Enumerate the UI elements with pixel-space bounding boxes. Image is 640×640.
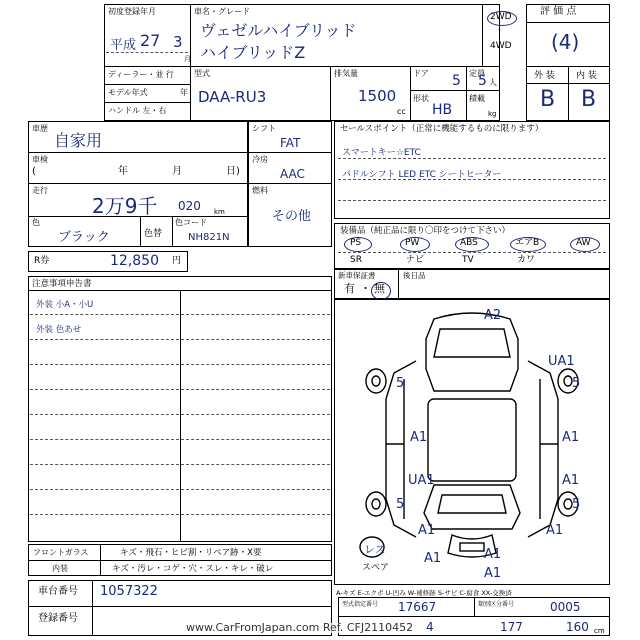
- interior-cond-label: 内装: [52, 564, 68, 573]
- divider: [30, 489, 330, 490]
- car-name: ヴェゼルハイブリッド: [200, 21, 357, 40]
- ac-label: 冷房: [252, 155, 268, 164]
- insp-year-unit: 年: [118, 166, 128, 177]
- displacement-label: 排気量: [334, 69, 358, 78]
- mileage-sub: 020: [178, 199, 201, 213]
- insp-month-unit: 月: [172, 166, 182, 177]
- interior-grade: B: [581, 87, 597, 112]
- sales-points-label: セールスポイント（正常に機能するものに限ります）: [340, 124, 544, 134]
- divider: [30, 464, 330, 465]
- sales-point-line1: スマートキー☆ETC: [342, 148, 421, 158]
- divider: [398, 269, 399, 299]
- color-value: ブラック: [58, 230, 110, 245]
- equip-airbag: エアB: [515, 238, 540, 248]
- divider: [338, 616, 610, 617]
- ac-value: AAC: [280, 167, 305, 181]
- divider: [482, 4, 483, 66]
- divider: [30, 314, 330, 315]
- damage-label: A1: [410, 430, 428, 445]
- divider: [140, 216, 141, 247]
- equip-pw: PW: [405, 238, 420, 248]
- type-value: DAA-RU3: [198, 88, 267, 106]
- sales-point-line2: パドルシフト LED ETC シートヒーター: [342, 170, 502, 180]
- month-unit: 月: [184, 55, 191, 63]
- recycle-value: 12,850: [110, 253, 159, 269]
- divider: [338, 200, 606, 201]
- notes-line2: 外装 色あせ: [36, 325, 82, 335]
- divider: [104, 84, 190, 85]
- handle-label: ハンドル 左・右: [108, 106, 167, 115]
- door-value: 5: [452, 73, 461, 89]
- drive-dot: ・: [495, 26, 505, 36]
- damage-legend: A-キズ E-エクボ U-凹み W-補修跡 S-サビ C-腐食 XX-交換済: [336, 589, 512, 597]
- damage-label: A1: [484, 566, 502, 581]
- front-glass-label: フロントガラス: [33, 548, 89, 557]
- warranty-label: 新車保証書: [338, 271, 376, 280]
- equip-abs: ABS: [460, 238, 478, 248]
- divider: [410, 66, 411, 121]
- capacity-unit: 人: [489, 78, 497, 87]
- damage-label: 5: [572, 497, 581, 512]
- exterior-label: 外 装: [534, 71, 555, 81]
- drive-2wd: 2WD: [490, 12, 512, 22]
- yen-unit: 円: [172, 256, 182, 266]
- recycle-section: [28, 251, 188, 272]
- divider: [28, 606, 332, 607]
- divider: [410, 90, 500, 91]
- divider: [474, 597, 475, 616]
- spare-mark: レス: [364, 543, 386, 556]
- car-name-label: 車名・グレード: [194, 7, 250, 16]
- warranty-no: 無: [374, 282, 385, 295]
- cc-unit: cc: [397, 107, 406, 116]
- type-code-label: 型式指定番号: [342, 601, 379, 608]
- damage-label: A1: [562, 430, 580, 445]
- divider: [190, 66, 191, 121]
- fuel-value: その他: [272, 209, 312, 224]
- class-code-label: 類別区分番号: [478, 601, 515, 608]
- fuel-label: 燃料: [252, 186, 268, 195]
- drive-4wd: 4WD: [490, 41, 512, 51]
- spare-label: スペア: [362, 563, 390, 573]
- divider: [100, 544, 101, 576]
- divider: [104, 66, 500, 67]
- divider: [30, 414, 330, 415]
- chassis-label: 車台番号: [38, 586, 78, 597]
- divider: [172, 216, 173, 247]
- damage-label: UA1: [548, 354, 575, 369]
- grade: ハイブリッドZ: [200, 43, 306, 62]
- cm-unit: cm: [594, 627, 605, 635]
- type-label: 型式: [194, 69, 210, 78]
- usage-label: 車歴: [32, 124, 48, 133]
- capacity-label: 定員: [469, 69, 485, 78]
- divider: [466, 66, 467, 121]
- after-items-label: 後日品: [403, 271, 426, 280]
- kg-unit: kg: [488, 110, 497, 118]
- equip-aw: AW: [576, 238, 591, 248]
- score-label: 評 価 点: [540, 6, 577, 17]
- damage-label: UA1: [408, 473, 435, 488]
- reg-label: 登録番号: [38, 613, 78, 624]
- mileage-label: 走行: [32, 186, 48, 195]
- interior-label: 内 装: [576, 71, 597, 81]
- recycle-label: R券: [34, 256, 50, 266]
- inspection-label: 車検: [32, 155, 48, 164]
- damage-label: 5: [396, 376, 405, 391]
- divider: [180, 290, 181, 542]
- shape-label: 形状: [413, 94, 429, 103]
- divider: [30, 339, 330, 340]
- exterior-grade: B: [540, 87, 556, 112]
- divider: [30, 389, 330, 390]
- divider: [28, 183, 248, 184]
- divider: [568, 66, 569, 121]
- notes-line1: 外装 小A・小U: [36, 300, 94, 310]
- capacity-value: 5: [478, 73, 487, 89]
- damage-label: A1: [418, 523, 436, 538]
- type-code-value: 17667: [398, 600, 437, 614]
- divider: [28, 152, 248, 153]
- divider: [92, 580, 93, 636]
- watermark: www.CarFromJapan.com Ref. CFJ2110452: [186, 621, 414, 634]
- insp-paren: (: [32, 166, 36, 177]
- equip-navi: ナビ: [406, 255, 425, 265]
- damage-label: A1: [562, 473, 580, 488]
- usage-value: 自家用: [54, 131, 103, 150]
- front-glass-value: キズ・飛石・ヒビ割・リペア跡・X要: [120, 548, 262, 558]
- warranty-dot: ・: [360, 282, 371, 295]
- score-value: (4): [551, 30, 580, 54]
- first-reg-month: 3: [173, 33, 183, 51]
- damage-label: A2: [484, 308, 502, 323]
- divider: [248, 183, 332, 184]
- displacement-value: 1500: [358, 87, 397, 105]
- mileage-value: 2万9千: [92, 194, 158, 218]
- load-label: 積載: [469, 94, 485, 103]
- damage-label: A1: [424, 551, 442, 566]
- shift-value: FAT: [280, 136, 301, 150]
- color-code-value: NH821N: [188, 232, 230, 243]
- damage-label: A1: [546, 523, 564, 538]
- divider: [248, 152, 332, 153]
- height-value: 160: [566, 620, 589, 634]
- equip-tv: TV: [462, 255, 474, 265]
- first-reg-era: 平成: [110, 38, 137, 53]
- damage-label: 5: [396, 497, 405, 512]
- damage-label: A1: [484, 547, 502, 562]
- chassis-value: 1057322: [100, 584, 158, 599]
- length-value: 4: [426, 620, 434, 634]
- divider: [28, 560, 332, 561]
- first-reg-year: 27: [140, 31, 161, 50]
- year-unit: 年: [180, 88, 188, 97]
- divider: [30, 439, 330, 440]
- divider: [30, 514, 330, 515]
- width-value: 177: [500, 620, 523, 634]
- divider: [338, 158, 606, 159]
- equip-sr: SR: [350, 255, 362, 265]
- color-change-label: 色替: [144, 229, 163, 239]
- shape-value: HB: [432, 102, 453, 118]
- equipment-label: 装備品（純正品に限り〇印をつけて下さい）: [340, 226, 511, 236]
- divider: [330, 66, 331, 121]
- equip-leather: カワ: [517, 255, 536, 265]
- warranty-yes: 有: [344, 282, 355, 295]
- first-reg-label: 初度登録年月: [108, 7, 156, 16]
- divider: [104, 102, 190, 103]
- insp-day-unit: 日): [226, 166, 240, 177]
- color-code-label: 色コード: [175, 218, 207, 227]
- divider: [30, 364, 330, 365]
- notes-label: 注意事項申告書: [32, 279, 92, 289]
- damage-label: 5: [572, 376, 581, 391]
- divider: [526, 22, 610, 23]
- model-year-label: モデル年式: [108, 88, 148, 97]
- dealer-label: ディーラー・並 行: [108, 70, 174, 79]
- km-unit: km: [214, 208, 225, 216]
- interior-cond-value: キズ・汚レ・コゲ・穴・スレ・キレ・破レ: [112, 564, 274, 574]
- class-code-value: 0005: [550, 600, 581, 614]
- door-label: ドア: [413, 69, 429, 78]
- divider: [338, 252, 606, 253]
- equip-ps: PS: [350, 238, 362, 248]
- shift-label: シフト: [252, 124, 276, 133]
- color-label: 色: [32, 218, 40, 227]
